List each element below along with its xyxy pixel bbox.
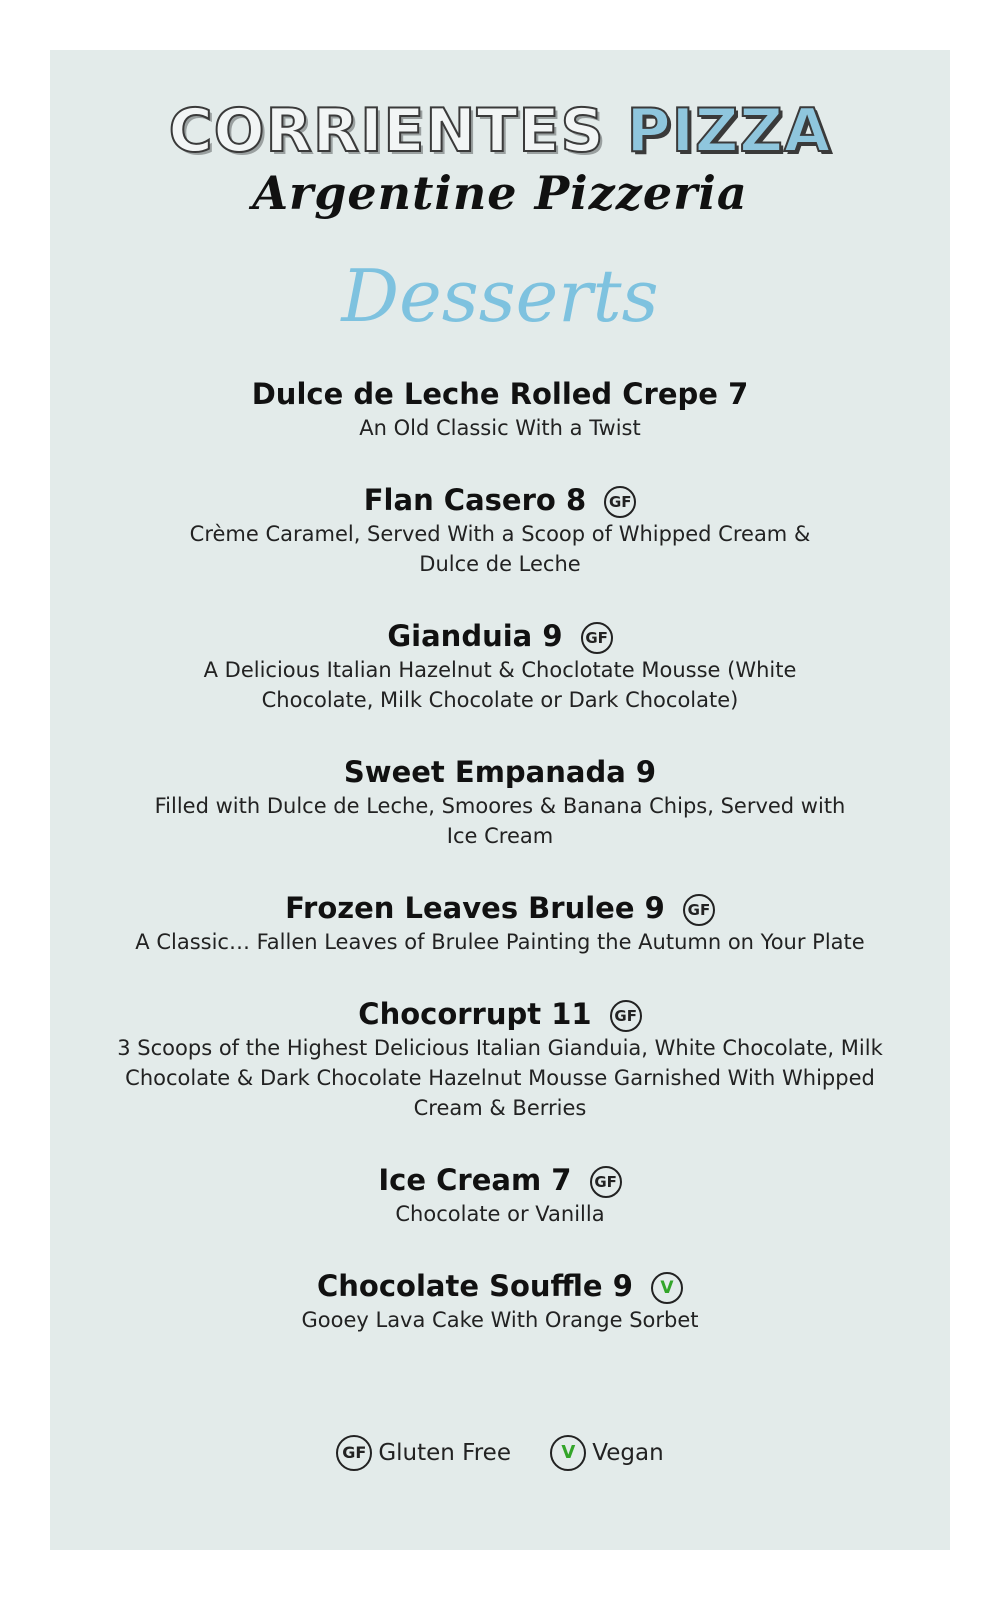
restaurant-subtitle: Argentine Pizzeria	[252, 166, 748, 220]
menu-item-title	[50, 753, 950, 791]
menu-item-chocolate-souffle	[50, 1267, 950, 1335]
menu-item-description: Chocolate or Vanilla	[395, 1202, 605, 1226]
menu-item-name: Sweet Empanada	[343, 755, 626, 789]
section-title: Desserts	[341, 254, 659, 338]
gluten-free-badge-icon: GF	[590, 1166, 622, 1198]
restaurant-name-part2: PIZZA	[626, 96, 832, 166]
gluten-free-badge-icon: GF	[604, 486, 636, 518]
restaurant-name-part1: CORRIENTES	[168, 96, 605, 166]
menu-item-title	[50, 617, 950, 655]
legend-vegan	[550, 1435, 663, 1471]
menu-item-name: Chocolate Souffle	[316, 1269, 603, 1303]
legend-gluten-free-label: Gluten Free	[378, 1440, 511, 1466]
gluten-free-badge-icon: GF	[581, 622, 613, 654]
menu-item-description: Crème Caramel, Served With a Scoop of Whipped Cream & Dulce de Leche	[189, 522, 811, 576]
menu-item-flan	[50, 481, 950, 579]
menu-panel	[50, 50, 950, 1550]
menu-item-description: Filled with Dulce de Leche, Smoores & Banana Chips, Served with Ice Cream	[154, 794, 846, 848]
gluten-free-badge-icon: GF	[610, 1000, 642, 1032]
restaurant-logo	[50, 98, 950, 220]
menu-item-description: An Old Classic With a Twist	[359, 416, 641, 440]
menu-item-title	[50, 995, 950, 1033]
menu-item-description: A Delicious Italian Hazelnut & Choclotate Mousse (White Chocolate, Milk Chocolate or Dark Chocolate)	[203, 658, 797, 712]
menu-item-description: A Classic… Fallen Leaves of Brulee Painting the Autumn on Your Plate	[135, 930, 865, 954]
menu-item-name: Frozen Leaves Brulee	[285, 891, 635, 925]
legend-vegan-label: Vegan	[592, 1440, 664, 1466]
menu-item-price: 9	[542, 619, 563, 653]
vegan-badge-icon: V	[651, 1272, 683, 1304]
gluten-free-badge-icon: GF	[683, 894, 715, 926]
menu-item-price: 9	[635, 755, 657, 789]
menu-item-gianduia	[50, 617, 950, 715]
menu-item-chocorrupt	[50, 995, 950, 1123]
legend-gluten-free	[336, 1435, 511, 1471]
menu-item-name: Ice Cream	[378, 1163, 542, 1197]
menu-item-price: 11	[551, 997, 592, 1031]
legend	[50, 1435, 950, 1471]
menu-item-name: Dulce de Leche Rolled Crepe	[251, 377, 718, 411]
menu-item-title	[50, 1267, 950, 1305]
menu-item-price: 9	[644, 891, 665, 925]
menu-item-name: Gianduia	[387, 619, 533, 653]
menu-item-description: Gooey Lava Cake With Orange Sorbet	[301, 1308, 699, 1332]
menu-item-title	[50, 481, 950, 519]
menu-item-price: 7	[551, 1163, 572, 1197]
menu-item-title	[50, 889, 950, 927]
menu-item-price: 8	[565, 483, 587, 517]
menu-item-price: 7	[728, 377, 749, 411]
menu-item-price: 9	[612, 1269, 633, 1303]
menu-item-frozen-leaves-brulee	[50, 889, 950, 957]
menu-item-crepe	[50, 375, 950, 443]
gluten-free-badge-icon: GF	[336, 1435, 372, 1471]
menu-item-title	[50, 375, 950, 413]
menu-item-sweet-empanada	[50, 753, 950, 851]
restaurant-name	[50, 98, 950, 164]
vegan-badge-icon: V	[550, 1435, 586, 1471]
menu-item-name: Chocorrupt	[358, 997, 542, 1031]
menu-item-title	[50, 1161, 950, 1199]
menu-item-ice-cream	[50, 1161, 950, 1229]
menu-item-description: 3 Scoops of the Highest Delicious Italian Gianduia, White Chocolate, Milk Chocolate & Dark Chocolate Hazelnut Mousse Garnished With Whipped Cream & Berries	[117, 1036, 883, 1120]
menu-item-name: Flan Casero	[363, 483, 556, 517]
